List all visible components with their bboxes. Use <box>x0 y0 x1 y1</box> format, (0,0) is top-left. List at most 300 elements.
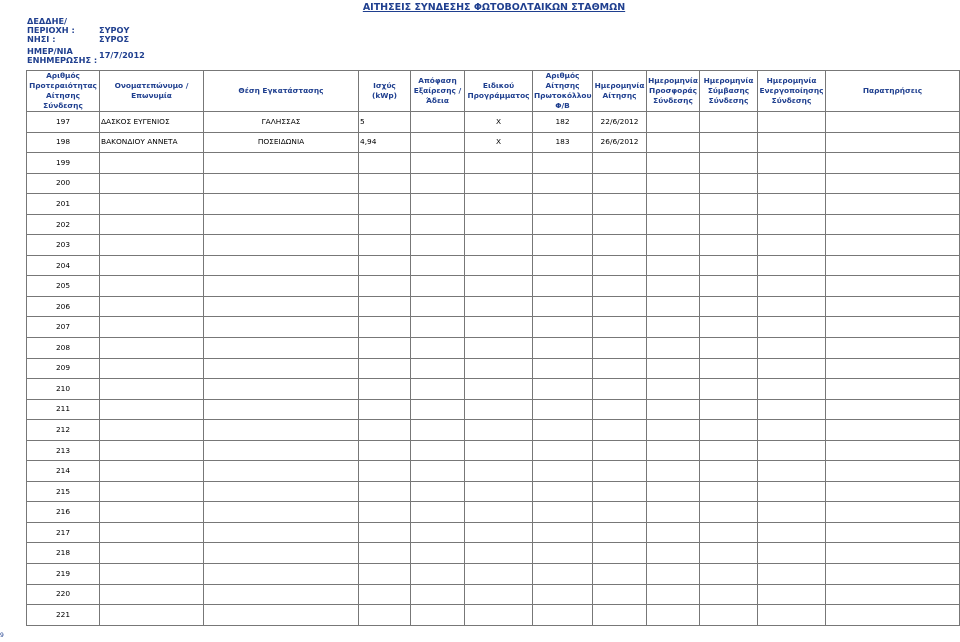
cell-activation-date <box>758 502 826 523</box>
cell-name <box>100 420 204 441</box>
cell-decision <box>411 502 465 523</box>
cell-activation-date <box>758 112 826 133</box>
cell-priority: 198 <box>27 132 100 153</box>
cell-power <box>359 564 411 585</box>
cell-offer-date <box>647 522 700 543</box>
cell-contract-date <box>700 379 758 400</box>
cell-power <box>359 214 411 235</box>
cell-offer-date <box>647 461 700 482</box>
cell-special-program <box>465 358 533 379</box>
table-row <box>27 543 960 564</box>
cell-location <box>204 317 359 338</box>
cell-decision <box>411 379 465 400</box>
cell-name <box>100 440 204 461</box>
cell-location <box>204 584 359 605</box>
cell-special-program <box>465 584 533 605</box>
cell-activation-date <box>758 317 826 338</box>
cell-notes <box>826 379 960 400</box>
cell-name <box>100 522 204 543</box>
cell-offer-date <box>647 276 700 297</box>
cell-offer-date <box>647 194 700 215</box>
cell-special-program <box>465 605 533 626</box>
cell-notes <box>826 461 960 482</box>
cell-offer-date <box>647 132 700 153</box>
cell-notes <box>826 420 960 441</box>
cell-name <box>100 379 204 400</box>
cell-power <box>359 194 411 215</box>
cell-decision <box>411 153 465 174</box>
cell-notes <box>826 194 960 215</box>
cell-application-date <box>593 440 647 461</box>
cell-notes <box>826 255 960 276</box>
cell-notes <box>826 522 960 543</box>
cell-priority: 220 <box>27 584 100 605</box>
cell-location: ΓΑΛΗΣΣΑΣ <box>204 112 359 133</box>
cell-priority: 204 <box>27 255 100 276</box>
cell-contract-date <box>700 358 758 379</box>
cell-protocol-number <box>533 338 593 359</box>
cell-special-program <box>465 543 533 564</box>
cell-location <box>204 214 359 235</box>
cell-decision <box>411 112 465 133</box>
cell-power <box>359 605 411 626</box>
cell-power <box>359 358 411 379</box>
cell-activation-date <box>758 420 826 441</box>
cell-location <box>204 543 359 564</box>
page-title: ΑΙΤΗΣΕΙΣ ΣΥΝΔΕΣΗΣ ΦΩΤΟΒΟΛΤΑΙΚΩΝ ΣΤΑΘΜΩΝ <box>362 2 626 13</box>
cell-protocol-number <box>533 255 593 276</box>
cell-contract-date <box>700 440 758 461</box>
cell-contract-date <box>700 173 758 194</box>
col-header-location: Θέση Εγκατάστασης <box>204 71 359 112</box>
island-value: ΣΥΡΟΣ <box>99 34 130 44</box>
region-label-line2: ΠΕΡΙΟΧΗ : <box>27 25 75 35</box>
cell-special-program: X <box>465 112 533 133</box>
cell-protocol-number <box>533 564 593 585</box>
table-row <box>27 440 960 461</box>
cell-activation-date <box>758 399 826 420</box>
cell-application-date <box>593 481 647 502</box>
cell-activation-date <box>758 481 826 502</box>
cell-location <box>204 502 359 523</box>
cell-offer-date <box>647 255 700 276</box>
cell-offer-date <box>647 214 700 235</box>
cell-location <box>204 194 359 215</box>
cell-protocol-number <box>533 194 593 215</box>
cell-notes <box>826 296 960 317</box>
cell-application-date <box>593 317 647 338</box>
cell-contract-date <box>700 317 758 338</box>
cell-offer-date <box>647 173 700 194</box>
cell-power <box>359 502 411 523</box>
cell-contract-date <box>700 132 758 153</box>
cell-special-program <box>465 338 533 359</box>
cell-notes <box>826 276 960 297</box>
col-header-contract-date: Ημερομηνία Σύμβασης Σύνδεσης <box>700 71 758 112</box>
cell-protocol-number: 183 <box>533 132 593 153</box>
table-row <box>27 358 960 379</box>
cell-activation-date <box>758 564 826 585</box>
cell-notes <box>826 153 960 174</box>
cell-location <box>204 461 359 482</box>
cell-protocol-number <box>533 543 593 564</box>
cell-location <box>204 379 359 400</box>
cell-notes <box>826 173 960 194</box>
cell-location <box>204 440 359 461</box>
cell-decision <box>411 399 465 420</box>
cell-name <box>100 502 204 523</box>
cell-notes <box>826 235 960 256</box>
cell-application-date <box>593 605 647 626</box>
cell-application-date <box>593 461 647 482</box>
cell-offer-date <box>647 338 700 359</box>
cell-special-program <box>465 461 533 482</box>
cell-name <box>100 399 204 420</box>
cell-priority: 201 <box>27 194 100 215</box>
cell-name <box>100 481 204 502</box>
table-row <box>27 461 960 482</box>
cell-contract-date <box>700 399 758 420</box>
table-row <box>27 338 960 359</box>
cell-decision <box>411 132 465 153</box>
cell-special-program <box>465 502 533 523</box>
cell-power <box>359 255 411 276</box>
cell-application-date <box>593 255 647 276</box>
cell-decision <box>411 605 465 626</box>
cell-decision <box>411 358 465 379</box>
cell-special-program <box>465 296 533 317</box>
cell-notes <box>826 605 960 626</box>
cell-name <box>100 235 204 256</box>
cell-activation-date <box>758 173 826 194</box>
cell-application-date <box>593 214 647 235</box>
cell-protocol-number <box>533 296 593 317</box>
cell-notes <box>826 502 960 523</box>
cell-activation-date <box>758 584 826 605</box>
cell-offer-date <box>647 399 700 420</box>
cell-protocol-number <box>533 214 593 235</box>
cell-protocol-number <box>533 153 593 174</box>
cell-notes <box>826 543 960 564</box>
cell-offer-date <box>647 296 700 317</box>
cell-priority: 208 <box>27 338 100 359</box>
table-row <box>27 132 960 153</box>
cell-name <box>100 214 204 235</box>
cell-power: 4,94 <box>359 132 411 153</box>
cell-application-date <box>593 564 647 585</box>
table-row <box>27 173 960 194</box>
cell-notes <box>826 214 960 235</box>
cell-activation-date <box>758 522 826 543</box>
cell-offer-date <box>647 605 700 626</box>
cell-protocol-number <box>533 173 593 194</box>
cell-location <box>204 605 359 626</box>
cell-offer-date <box>647 317 700 338</box>
cell-notes <box>826 399 960 420</box>
table-row <box>27 255 960 276</box>
table-row <box>27 296 960 317</box>
cell-priority: 197 <box>27 112 100 133</box>
cell-power <box>359 235 411 256</box>
cell-special-program <box>465 153 533 174</box>
cell-special-program <box>465 194 533 215</box>
cell-decision <box>411 235 465 256</box>
cell-application-date <box>593 296 647 317</box>
cell-decision <box>411 255 465 276</box>
cell-application-date <box>593 153 647 174</box>
cell-special-program: X <box>465 132 533 153</box>
cell-application-date <box>593 399 647 420</box>
cell-power <box>359 276 411 297</box>
cell-offer-date <box>647 584 700 605</box>
cell-name <box>100 584 204 605</box>
cell-protocol-number <box>533 317 593 338</box>
cell-location <box>204 338 359 359</box>
cell-decision <box>411 173 465 194</box>
cell-offer-date <box>647 481 700 502</box>
cell-name <box>100 564 204 585</box>
table-row <box>27 502 960 523</box>
table-row <box>27 317 960 338</box>
cell-name <box>100 153 204 174</box>
cell-priority: 210 <box>27 379 100 400</box>
cell-activation-date <box>758 276 826 297</box>
cell-activation-date <box>758 255 826 276</box>
cell-special-program <box>465 173 533 194</box>
cell-decision <box>411 481 465 502</box>
cell-protocol-number <box>533 522 593 543</box>
update-value: 17/7/2012 <box>99 50 145 60</box>
cell-protocol-number <box>533 399 593 420</box>
col-header-name: Ονοματεπώνυμο / Επωνυμία <box>100 71 204 112</box>
cell-priority: 212 <box>27 420 100 441</box>
table-row <box>27 564 960 585</box>
cell-decision <box>411 214 465 235</box>
cell-application-date <box>593 173 647 194</box>
cell-name <box>100 358 204 379</box>
cell-power <box>359 399 411 420</box>
cell-contract-date <box>700 502 758 523</box>
cell-priority: 213 <box>27 440 100 461</box>
table-row <box>27 276 960 297</box>
cell-protocol-number <box>533 235 593 256</box>
cell-special-program <box>465 379 533 400</box>
cell-application-date <box>593 379 647 400</box>
cell-power <box>359 584 411 605</box>
cell-decision <box>411 522 465 543</box>
cell-priority: 215 <box>27 481 100 502</box>
cell-offer-date <box>647 543 700 564</box>
cell-power <box>359 173 411 194</box>
cell-location <box>204 564 359 585</box>
cell-power <box>359 338 411 359</box>
cell-priority: 207 <box>27 317 100 338</box>
table-row <box>27 153 960 174</box>
cell-special-program <box>465 440 533 461</box>
cell-special-program <box>465 235 533 256</box>
cell-name <box>100 317 204 338</box>
cell-location <box>204 255 359 276</box>
cell-protocol-number <box>533 420 593 441</box>
cell-power <box>359 153 411 174</box>
cell-notes <box>826 112 960 133</box>
cell-decision <box>411 584 465 605</box>
cell-power: 5 <box>359 112 411 133</box>
cell-contract-date <box>700 564 758 585</box>
cell-contract-date <box>700 214 758 235</box>
cell-special-program <box>465 276 533 297</box>
cell-contract-date <box>700 255 758 276</box>
cell-activation-date <box>758 440 826 461</box>
cell-location <box>204 173 359 194</box>
col-header-activation-date: Ημερομηνία Ενεργοποίησης Σύνδεσης <box>758 71 826 112</box>
col-header-power: Ισχύς (kWp) <box>359 71 411 112</box>
cell-offer-date <box>647 358 700 379</box>
cell-priority: 206 <box>27 296 100 317</box>
cell-application-date <box>593 543 647 564</box>
cell-name: ΒΑΚΟΝΔΙΟΥ ΑΝΝΕΤΑ <box>100 132 204 153</box>
cell-offer-date <box>647 440 700 461</box>
cell-decision <box>411 194 465 215</box>
cell-activation-date <box>758 338 826 359</box>
cell-power <box>359 543 411 564</box>
cell-decision <box>411 276 465 297</box>
cell-special-program <box>465 399 533 420</box>
cell-protocol-number <box>533 276 593 297</box>
cell-activation-date <box>758 358 826 379</box>
cell-priority: 218 <box>27 543 100 564</box>
cell-name <box>100 543 204 564</box>
cell-power <box>359 522 411 543</box>
update-label-line1: ΗΜΕΡ/ΝΙΑ <box>27 46 73 56</box>
cell-power <box>359 481 411 502</box>
cell-priority: 203 <box>27 235 100 256</box>
col-header-priority: Αριθμός Προτεραιότητας Αίτησης Σύνδεσης <box>27 71 100 112</box>
cell-name: ΔΑΣΚΟΣ ΕΥΓΕΝΙΟΣ <box>100 112 204 133</box>
cell-protocol-number <box>533 502 593 523</box>
cell-decision <box>411 564 465 585</box>
cell-protocol-number: 182 <box>533 112 593 133</box>
cell-priority: 202 <box>27 214 100 235</box>
table-row <box>27 420 960 441</box>
cell-decision <box>411 440 465 461</box>
cell-decision <box>411 543 465 564</box>
cell-activation-date <box>758 543 826 564</box>
cell-application-date <box>593 420 647 441</box>
cell-activation-date <box>758 132 826 153</box>
cell-offer-date <box>647 112 700 133</box>
cell-power <box>359 420 411 441</box>
cell-activation-date <box>758 214 826 235</box>
cell-offer-date <box>647 564 700 585</box>
cell-notes <box>826 584 960 605</box>
table-row <box>27 522 960 543</box>
cell-activation-date <box>758 235 826 256</box>
cell-special-program <box>465 420 533 441</box>
cell-activation-date <box>758 153 826 174</box>
cell-location: ΠΟΣΕΙΔΩΝΙΑ <box>204 132 359 153</box>
cell-application-date <box>593 358 647 379</box>
cell-contract-date <box>700 584 758 605</box>
page-number: 9 <box>0 632 4 639</box>
cell-name <box>100 173 204 194</box>
cell-name <box>100 255 204 276</box>
col-header-special-program: Ειδικού Προγράμματος <box>465 71 533 112</box>
cell-contract-date <box>700 296 758 317</box>
cell-contract-date <box>700 522 758 543</box>
cell-offer-date <box>647 420 700 441</box>
table-row <box>27 214 960 235</box>
cell-power <box>359 461 411 482</box>
cell-notes <box>826 317 960 338</box>
cell-decision <box>411 296 465 317</box>
cell-special-program <box>465 481 533 502</box>
cell-special-program <box>465 255 533 276</box>
cell-priority: 219 <box>27 564 100 585</box>
cell-application-date <box>593 502 647 523</box>
cell-location <box>204 276 359 297</box>
cell-location <box>204 522 359 543</box>
cell-decision <box>411 317 465 338</box>
cell-priority: 214 <box>27 461 100 482</box>
cell-contract-date <box>700 420 758 441</box>
cell-priority: 221 <box>27 605 100 626</box>
region-value: ΣΥΡΟΥ <box>99 25 130 35</box>
cell-contract-date <box>700 153 758 174</box>
table-header-row <box>27 71 960 112</box>
cell-special-program <box>465 564 533 585</box>
col-header-notes: Παρατηρήσεις <box>826 71 960 112</box>
cell-priority: 209 <box>27 358 100 379</box>
cell-application-date: 22/6/2012 <box>593 112 647 133</box>
cell-activation-date <box>758 194 826 215</box>
cell-application-date <box>593 235 647 256</box>
table-row <box>27 112 960 133</box>
cell-offer-date <box>647 379 700 400</box>
cell-location <box>204 358 359 379</box>
cell-location <box>204 296 359 317</box>
cell-application-date: 26/6/2012 <box>593 132 647 153</box>
cell-contract-date <box>700 338 758 359</box>
cell-protocol-number <box>533 584 593 605</box>
cell-activation-date <box>758 461 826 482</box>
cell-offer-date <box>647 502 700 523</box>
cell-contract-date <box>700 235 758 256</box>
cell-protocol-number <box>533 440 593 461</box>
cell-priority: 211 <box>27 399 100 420</box>
col-header-application-date: Ημερομηνία Αίτησης <box>593 71 647 112</box>
cell-power <box>359 296 411 317</box>
cell-special-program <box>465 522 533 543</box>
cell-application-date <box>593 522 647 543</box>
cell-protocol-number <box>533 461 593 482</box>
cell-application-date <box>593 584 647 605</box>
cell-priority: 217 <box>27 522 100 543</box>
cell-power <box>359 379 411 400</box>
cell-name <box>100 296 204 317</box>
cell-contract-date <box>700 461 758 482</box>
table-row <box>27 379 960 400</box>
cell-contract-date <box>700 481 758 502</box>
table-row <box>27 605 960 626</box>
cell-name <box>100 276 204 297</box>
cell-name <box>100 461 204 482</box>
cell-location <box>204 420 359 441</box>
cell-application-date <box>593 194 647 215</box>
col-header-protocol-number: Αριθμός Αίτησης Πρωτοκόλλου Φ/Β <box>534 71 592 110</box>
cell-application-date <box>593 338 647 359</box>
cell-decision <box>411 420 465 441</box>
